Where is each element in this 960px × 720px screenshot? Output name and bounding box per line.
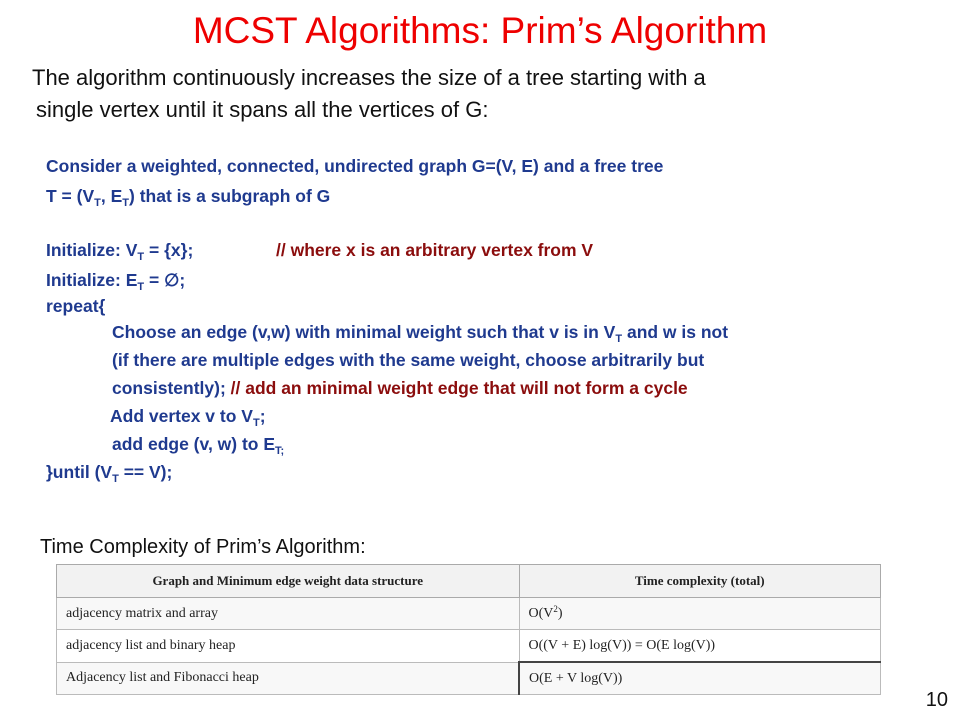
choose-text: and w is not	[622, 322, 729, 342]
add-vertex-text: ;	[259, 406, 266, 426]
init-text: = {x};	[144, 240, 194, 260]
code-line-tree	[46, 184, 330, 208]
init-text: Initialize: E	[46, 270, 138, 290]
code-comment-no-cycle: // add an minimal weight edge that will not form a cycle	[225, 378, 688, 398]
superscript: 2	[553, 603, 558, 614]
code-line-consistently	[112, 376, 688, 400]
table-row	[57, 630, 881, 663]
cell-structure: Adjacency list and Fibonacci heap	[57, 662, 520, 695]
time-text: O(V	[528, 605, 554, 621]
consistently-text: consistently);	[112, 378, 226, 398]
init-text: Initialize: V	[46, 240, 138, 260]
tree-def-text: T = (V	[46, 186, 95, 206]
tree-def-text: , E	[100, 186, 123, 206]
subscript: T	[252, 417, 260, 429]
code-line-init-vertices	[46, 238, 193, 262]
add-edge-text: add edge (v, w) to E	[112, 434, 276, 454]
subscript: T	[94, 197, 101, 209]
time-complexity-label: Time Complexity of Prim’s Algorithm:	[40, 536, 366, 558]
intro-line-2: single vertex until it spans all the vertices of G:	[36, 97, 489, 122]
until-text: }until (V	[46, 462, 113, 482]
code-line-choose-ties: (if there are multiple edges with the same weight, choose arbitrarily but	[112, 350, 705, 370]
time-text: )	[557, 605, 563, 621]
intro-line-1: The algorithm continuously increases the size of a tree starting with a	[32, 65, 706, 90]
subscript: T	[615, 333, 623, 345]
cell-time: O((V + E) log(V)) = O(E log(V))	[519, 630, 881, 663]
code-line-choose-edge	[112, 320, 728, 344]
add-vertex-text: Add vertex v to V	[110, 406, 253, 426]
header-structure: Graph and Minimum edge weight data structure	[57, 565, 520, 598]
slide-title: MCST Algorithms: Prim’s Algorithm	[192, 10, 768, 51]
table-row	[57, 662, 881, 695]
subscript: T	[112, 473, 119, 485]
complexity-table	[56, 564, 881, 695]
until-text: == V);	[118, 462, 173, 482]
code-line-repeat: repeat{	[46, 296, 106, 316]
table-header-row	[57, 565, 881, 598]
code-line-add-edge	[112, 432, 284, 456]
cell-structure: adjacency list and binary heap	[57, 630, 520, 663]
page-number: 10	[925, 689, 948, 711]
cell-time: O(E + V log(V))	[519, 662, 881, 695]
subscript: T;	[275, 445, 285, 457]
code-line-until	[46, 460, 172, 484]
code-line-init-edges	[46, 268, 185, 292]
choose-text: Choose an edge (v,w) with minimal weight such that v is in V	[112, 322, 616, 342]
tree-def-text: ) that is a subgraph of G	[129, 186, 331, 206]
table-row	[57, 598, 881, 630]
intro-text	[32, 62, 932, 126]
subscript: T	[122, 197, 130, 209]
subscript: T	[137, 281, 145, 293]
header-time: Time complexity (total)	[519, 565, 881, 598]
cell-time	[519, 598, 881, 630]
cell-structure: adjacency matrix and array	[57, 598, 520, 630]
init-text: = ∅;	[144, 270, 186, 290]
code-comment-arbitrary-vertex: // where x is an arbitrary vertex from V	[276, 240, 594, 260]
code-line-graph: Consider a weighted, connected, undirected graph G=(V, E) and a free tree	[46, 156, 664, 176]
subscript: T	[137, 251, 145, 263]
code-line-add-vertex	[110, 404, 266, 428]
